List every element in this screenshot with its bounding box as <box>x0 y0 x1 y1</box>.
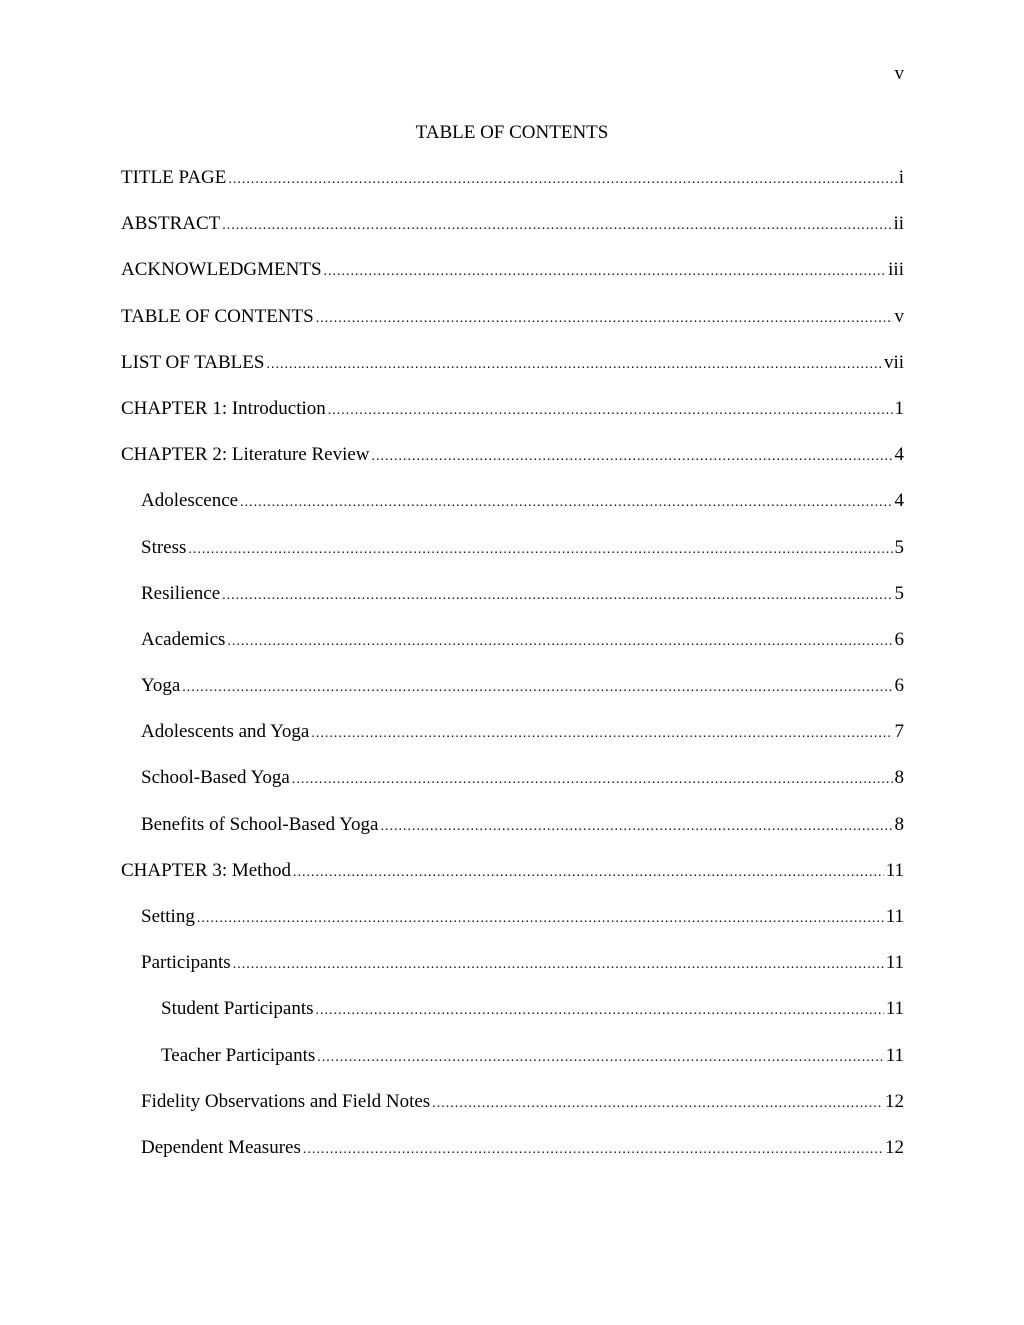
dot-leader <box>227 631 892 653</box>
toc-entry[interactable] <box>121 444 904 490</box>
toc-entry[interactable] <box>121 1045 904 1091</box>
toc-entry[interactable] <box>121 998 904 1044</box>
dot-leader <box>228 169 896 191</box>
dot-leader <box>188 539 892 561</box>
toc-entry-page: 6 <box>894 628 904 650</box>
dot-leader <box>233 954 884 976</box>
toc-entry-page: 1 <box>894 397 904 419</box>
toc-entry-page: 11 <box>885 952 904 974</box>
toc-entry-label: Adolescence <box>141 490 239 512</box>
toc-entry-page: vii <box>883 351 904 373</box>
toc-entry-page: ii <box>893 213 904 235</box>
toc-entry-label: TITLE PAGE <box>121 167 227 188</box>
toc-entry[interactable] <box>121 721 904 767</box>
toc-entry[interactable] <box>121 814 904 860</box>
toc-entry-label: Resilience <box>141 582 221 604</box>
table-of-contents <box>121 167 904 1183</box>
toc-entry-page: 8 <box>894 767 904 789</box>
toc-entry-page: v <box>894 305 904 327</box>
toc-entry-label: Student Participants <box>161 998 314 1020</box>
toc-entry-label: Stress <box>141 536 187 558</box>
toc-entry-label: School-Based Yoga <box>141 767 290 789</box>
toc-entry-page: 11 <box>885 906 904 927</box>
toc-entry[interactable] <box>121 767 904 813</box>
toc-entry-label: ACKNOWLEDGMENTS <box>121 259 322 281</box>
toc-entry[interactable] <box>121 860 904 906</box>
toc-entry[interactable] <box>121 675 904 721</box>
toc-entry-page: 12 <box>885 1090 904 1112</box>
toc-entry-label: Dependent Measures <box>141 1136 301 1158</box>
toc-entry[interactable] <box>121 952 904 998</box>
toc-entry-label: Academics <box>141 628 226 650</box>
dot-leader <box>316 1000 884 1022</box>
toc-entry-label: CHAPTER 2: Literature Review <box>121 444 370 466</box>
dot-leader <box>240 492 892 514</box>
toc-entry-label: Setting <box>141 906 195 927</box>
dot-leader <box>328 400 893 422</box>
toc-entry-page: 6 <box>894 675 904 697</box>
dot-leader <box>293 862 884 884</box>
toc-entry-page: 11 <box>885 998 904 1020</box>
toc-entry[interactable] <box>121 537 904 583</box>
toc-entry[interactable] <box>121 490 904 536</box>
toc-entry-label: TABLE OF CONTENTS <box>121 305 314 327</box>
toc-entry-page: 12 <box>885 1136 904 1158</box>
toc-entry-page: 8 <box>894 813 904 835</box>
toc-entry-label: LIST OF TABLES <box>121 351 265 373</box>
toc-entry[interactable] <box>121 906 904 952</box>
toc-entry-page: 11 <box>885 859 904 881</box>
dot-leader <box>197 908 884 930</box>
toc-entry-page: i <box>898 167 904 188</box>
dot-leader <box>372 446 893 468</box>
dot-leader <box>292 769 893 791</box>
toc-entry-label: CHAPTER 3: Method <box>121 859 291 881</box>
toc-entry[interactable] <box>121 352 904 398</box>
dot-leader <box>303 1139 883 1161</box>
toc-entry-page: 5 <box>894 582 904 604</box>
dot-leader <box>222 215 891 237</box>
page-number: v <box>894 63 904 84</box>
dot-leader <box>316 308 893 330</box>
toc-entry[interactable] <box>121 213 904 259</box>
toc-entry-page: 4 <box>894 444 904 466</box>
toc-entry[interactable] <box>121 1137 904 1183</box>
dot-leader <box>311 723 892 745</box>
toc-entry[interactable] <box>121 629 904 675</box>
dot-leader <box>380 816 892 838</box>
toc-entry-page: iii <box>888 259 904 281</box>
toc-entry-label: Adolescents and Yoga <box>141 721 310 743</box>
toc-entry[interactable] <box>121 306 904 352</box>
toc-entry-page: 5 <box>894 536 904 558</box>
page-title: TABLE OF CONTENTS <box>415 122 609 143</box>
dot-leader <box>317 1047 883 1069</box>
dot-leader <box>266 354 881 376</box>
dot-leader <box>182 677 892 699</box>
toc-entry[interactable] <box>121 259 904 305</box>
toc-entry[interactable] <box>121 398 904 444</box>
toc-entry-page: 4 <box>894 490 904 512</box>
dot-leader <box>324 261 887 283</box>
dot-leader <box>432 1093 883 1115</box>
toc-entry-label: Participants <box>141 952 231 974</box>
toc-entry-label: Yoga <box>141 675 181 697</box>
toc-entry-label: Benefits of School-Based Yoga <box>141 813 379 835</box>
toc-entry-page: 11 <box>885 1044 904 1066</box>
toc-entry-label: Fidelity Observations and Field Notes <box>141 1090 431 1112</box>
toc-entry-label: ABSTRACT <box>121 213 221 235</box>
toc-entry[interactable] <box>121 1091 904 1137</box>
toc-entry-label: CHAPTER 1: Introduction <box>121 397 326 419</box>
toc-entry[interactable] <box>121 167 904 213</box>
toc-entry-label: Teacher Participants <box>161 1044 316 1066</box>
dot-leader <box>222 585 892 607</box>
toc-entry-page: 7 <box>894 721 904 743</box>
toc-entry[interactable] <box>121 583 904 629</box>
